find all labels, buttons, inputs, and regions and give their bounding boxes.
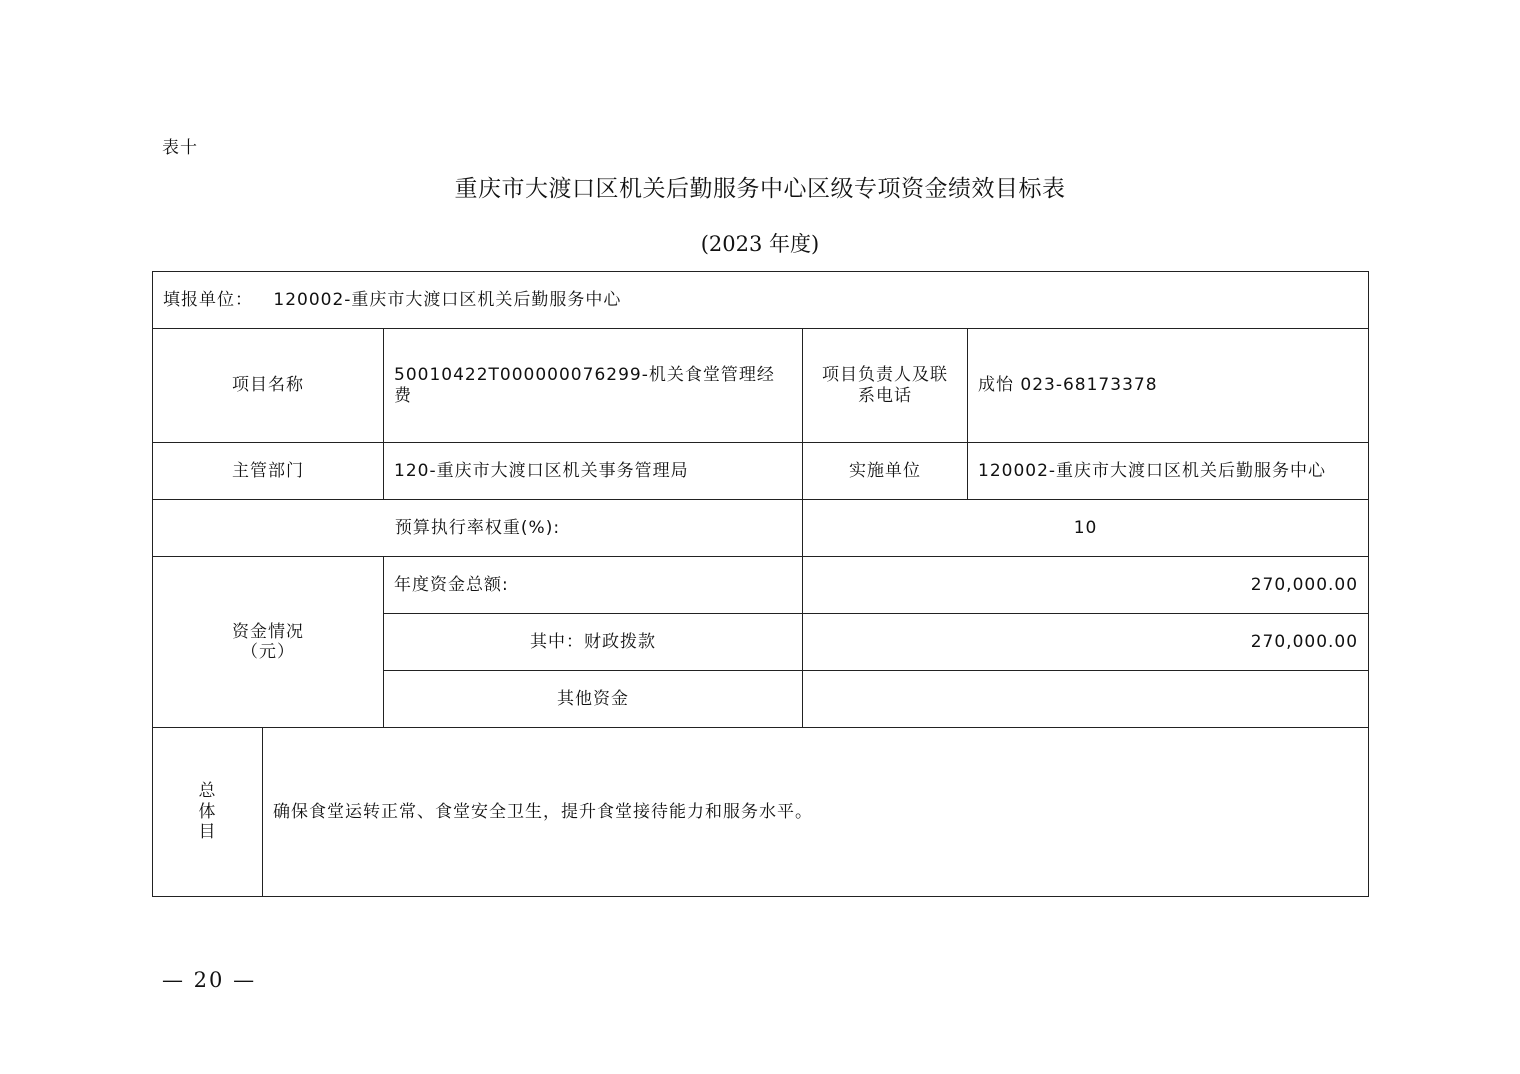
funds-label xyxy=(153,557,384,728)
funds-total-label: 年度资金总额: xyxy=(384,557,803,614)
funds-total-value: 270,000.00 xyxy=(803,557,1369,614)
overall-goal-row xyxy=(153,728,1369,897)
overall-goal-label-char-3: 目 xyxy=(198,822,217,843)
performance-target-table xyxy=(152,271,1369,897)
project-row xyxy=(153,329,1369,443)
funds-label-line2: （元） xyxy=(241,642,295,662)
project-name-value: 50010422T000000076299-机关食堂管理经费 xyxy=(384,329,803,443)
document-year: (2023 年度) xyxy=(700,232,820,256)
funds-total-row xyxy=(153,557,1369,614)
contact-label-line1: 项目负责人及联 xyxy=(822,365,948,386)
contact-value: 成怡 023-68173378 xyxy=(968,329,1369,443)
overall-goal-text: 确保食堂运转正常、食堂安全卫生，提升食堂接待能力和服务水平。 xyxy=(263,728,1369,897)
table-label: 表十 xyxy=(162,138,198,158)
page-number: — 20 — xyxy=(162,968,257,992)
department-row xyxy=(153,443,1369,500)
implementing-unit-label: 实施单位 xyxy=(803,443,968,500)
department-value: 120-重庆市大渡口区机关事务管理局 xyxy=(384,443,803,500)
document-title: 重庆市大渡口区机关后勤服务中心区级专项资金绩效目标表 xyxy=(454,176,1066,202)
budget-weight-value: 10 xyxy=(803,500,1369,557)
project-name-label: 项目名称 xyxy=(153,329,384,443)
overall-goal-label-char-2: 体 xyxy=(198,801,217,822)
budget-weight-row xyxy=(153,500,1369,557)
department-label: 主管部门 xyxy=(153,443,384,500)
funds-fiscal-value: 270,000.00 xyxy=(803,614,1369,671)
funds-label-line1: 资金情况 xyxy=(232,621,304,642)
reporting-unit-row xyxy=(153,272,1369,329)
contact-label xyxy=(803,329,968,443)
budget-weight-label: 预算执行率权重(%): xyxy=(153,500,803,557)
overall-goal-label-char-1: 总 xyxy=(198,781,217,802)
overall-goal-label xyxy=(153,728,263,897)
implementing-unit-value: 120002-重庆市大渡口区机关后勤服务中心 xyxy=(968,443,1369,500)
reporting-unit-label: 填报单位： xyxy=(163,289,253,310)
funds-other-label: 其他资金 xyxy=(384,671,803,728)
funds-other-value xyxy=(803,671,1369,728)
reporting-unit-cell xyxy=(153,272,1369,329)
funds-fiscal-label: 其中：财政拨款 xyxy=(384,614,803,671)
contact-label-line2: 系电话 xyxy=(858,385,912,406)
reporting-unit-value: 120002-重庆市大渡口区机关后勤服务中心 xyxy=(273,289,622,310)
